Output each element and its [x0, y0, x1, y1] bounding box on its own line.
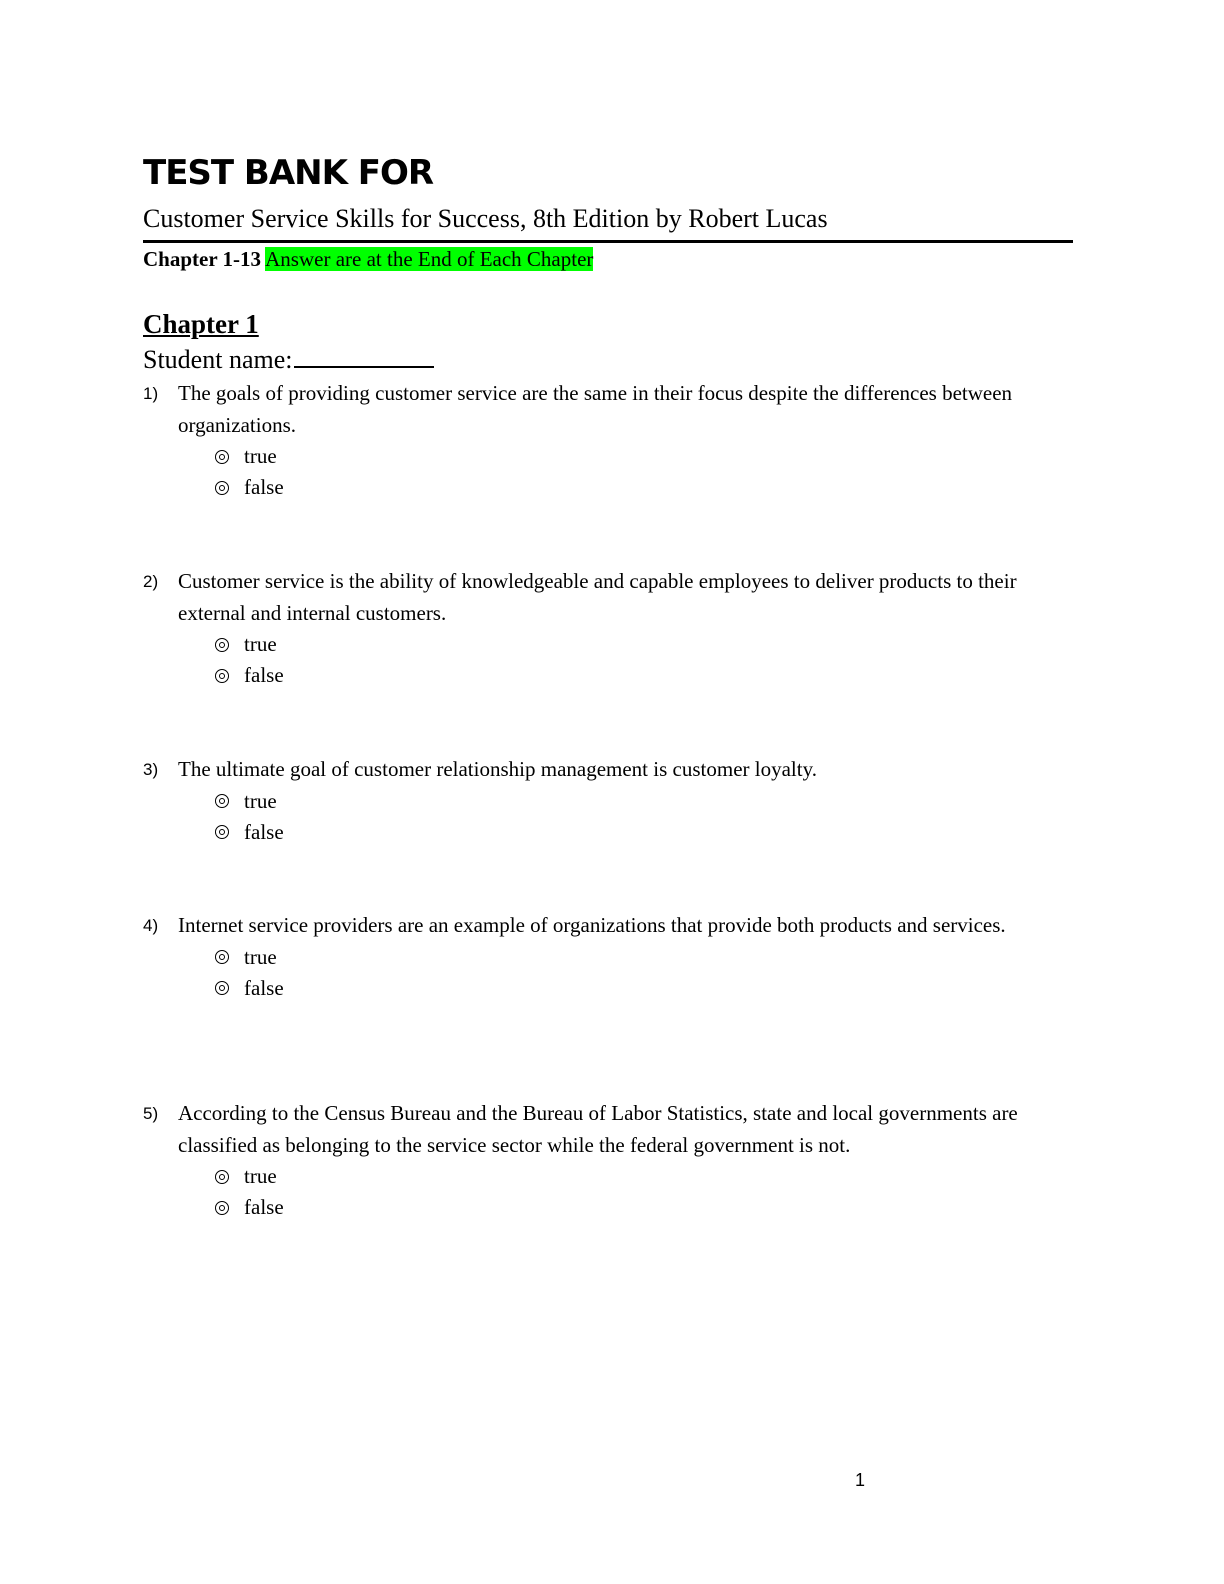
answer-note-highlight: Answer are at the End of Each Chapter: [265, 247, 594, 271]
chapter-range-line: [143, 246, 593, 272]
question-2: [143, 566, 1073, 691]
option-true[interactable]: [215, 1161, 1073, 1192]
answer-options: [143, 629, 1073, 691]
document-subtitle: Customer Service Skills for Success, 8th Edition by Robert Lucas: [143, 204, 828, 233]
option-false[interactable]: [215, 817, 1073, 848]
option-label: false: [244, 475, 284, 499]
option-true[interactable]: [215, 441, 1073, 472]
question-number: 2): [143, 572, 159, 591]
answer-options: [143, 942, 1073, 1004]
option-label: false: [244, 975, 284, 1000]
question-number: 4): [143, 916, 159, 935]
option-label: false: [244, 819, 284, 844]
chapter-heading: Chapter 1: [143, 309, 259, 339]
option-label: true: [244, 1164, 277, 1188]
option-true[interactable]: [215, 629, 1073, 660]
option-label: false: [244, 1195, 284, 1219]
option-false[interactable]: [215, 472, 1073, 503]
student-name-line: [143, 344, 434, 376]
question-3: [143, 754, 1073, 848]
radio-button-icon[interactable]: [215, 825, 229, 839]
chapter-range-label: Chapter 1-13: [143, 247, 262, 271]
question-text: Customer service is the ability of knowledgeable and capable employees to deliver products to their external and internal customers.: [178, 569, 1017, 625]
question-text: The ultimate goal of customer relationship management is customer loyalty.: [178, 757, 817, 781]
header-divider: [143, 240, 1073, 243]
radio-button-icon[interactable]: [215, 1201, 229, 1215]
student-name-blank[interactable]: [294, 344, 434, 368]
radio-button-icon[interactable]: [215, 950, 229, 964]
answer-options: [143, 1161, 1073, 1223]
option-label: true: [244, 944, 277, 969]
radio-button-icon[interactable]: [215, 638, 229, 652]
radio-button-icon[interactable]: [215, 1170, 229, 1184]
radio-button-icon[interactable]: [215, 981, 229, 995]
page-number: 1: [855, 1470, 866, 1490]
question-number: 1): [143, 384, 159, 403]
question-text: The goals of providing customer service are the same in their focus despite the differences between organizations.: [178, 381, 1013, 437]
question-text: Internet service providers are an example of organizations that provide both products and services.: [178, 913, 1006, 937]
document-title: TEST BANK FOR: [143, 153, 434, 193]
option-true[interactable]: [215, 942, 1073, 973]
option-false[interactable]: [215, 973, 1073, 1004]
option-label: true: [244, 444, 277, 468]
question-text: According to the Census Bureau and the Bureau of Labor Statistics, state and local governments are classified as belonging to the service sector while the federal government is not.: [178, 1101, 1018, 1157]
option-label: false: [244, 663, 284, 687]
option-label: true: [244, 788, 277, 813]
answer-options: [143, 786, 1073, 848]
radio-button-icon[interactable]: [215, 669, 229, 683]
radio-button-icon[interactable]: [215, 794, 229, 808]
question-number: 3): [143, 760, 159, 779]
student-name-label: Student name:: [143, 345, 293, 374]
option-false[interactable]: [215, 660, 1073, 691]
answer-options: [143, 441, 1073, 503]
question-number: 5): [143, 1104, 159, 1123]
question-4: [143, 910, 1073, 1004]
radio-button-icon[interactable]: [215, 450, 229, 464]
option-true[interactable]: [215, 786, 1073, 817]
question-1: [143, 378, 1073, 503]
question-5: [143, 1098, 1073, 1223]
radio-button-icon[interactable]: [215, 481, 229, 495]
option-false[interactable]: [215, 1192, 1073, 1223]
option-label: true: [244, 632, 277, 656]
